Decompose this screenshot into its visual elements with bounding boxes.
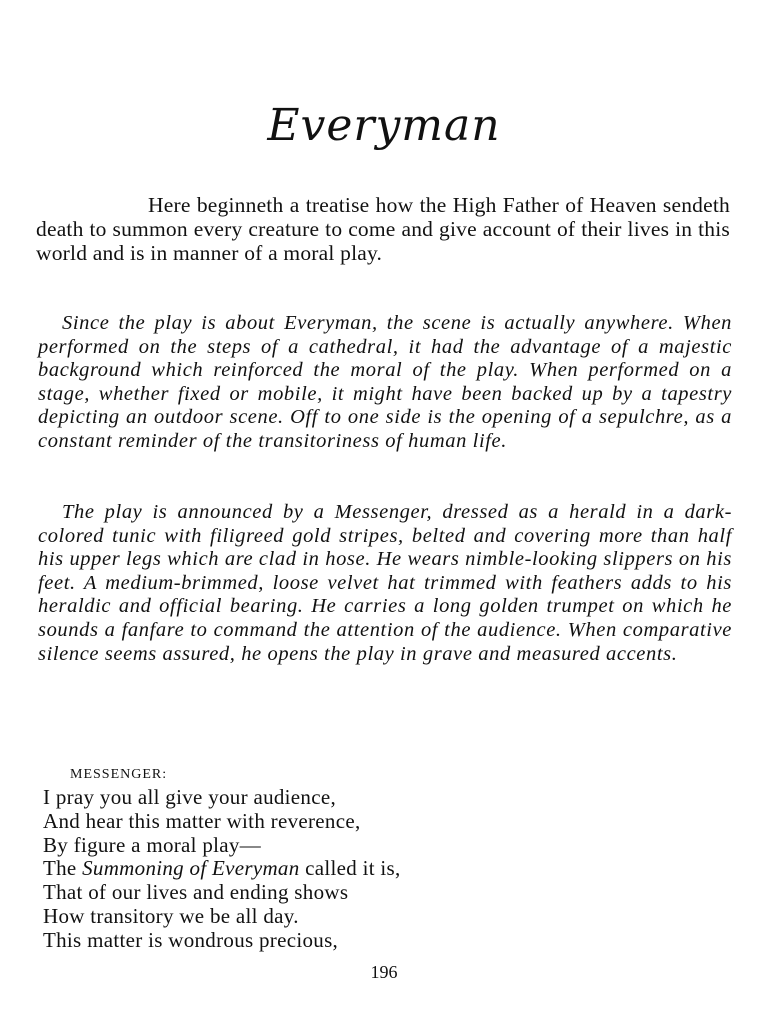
verse-line: And hear this matter with reverence, [43,808,361,833]
verse-line: This matter is wondrous precious, [43,927,339,952]
play-title-italic: Summoning of Everyman [82,856,300,881]
verse-line: I pray you all give your audience, [43,785,337,809]
intro-paragraph: Here beginneth a treatise how the High Father of Heaven sendeth death to summon every creature to come and give account of their lives in this world and is in manner of a moral play. [36,193,730,265]
verse-line [43,857,401,881]
speaker-label: MESSENGER: [70,767,168,782]
verse-text: The [43,856,83,881]
verse-block [43,786,401,953]
verse-text: called it is, [299,856,401,881]
page-title: Everyman [267,100,501,151]
stage-direction-2: The play is announced by a Messenger, dressed as a herald in a dark-colored tunic with filigreed gold stripes, belted and covering more than half his upper legs which are clad in hose. He wears nimble-looking slippers on his feet. A medium-brimmed, loose velvet hat trimmed with feathers adds to his heraldic and official bearing. He carries a long golden trumpet on which he sounds a fanfare to command the attention of the audience. When comparative silence seems assured, he opens the play in grave and measured accents. [38,501,733,665]
verse-line: How transitory we be all day. [43,903,299,928]
verse-line: That of our lives and ending shows [43,880,349,905]
stage-direction-1: Since the play is about Everyman, the scene is actually anywhere. When performed on the steps of a cathedral, it had the advantage of a majestic background which reinforced the moral of the play. When performed on a stage, whether fixed or mobile, it might have been backed up by a tapestry depicting an outdoor scene. Off to one side is the opening of a sepulchre, as a constant reminder of the transitoriness of human life. [38,312,732,452]
verse-line: By figure a moral play— [43,832,262,857]
page-number: 196 [370,962,398,982]
